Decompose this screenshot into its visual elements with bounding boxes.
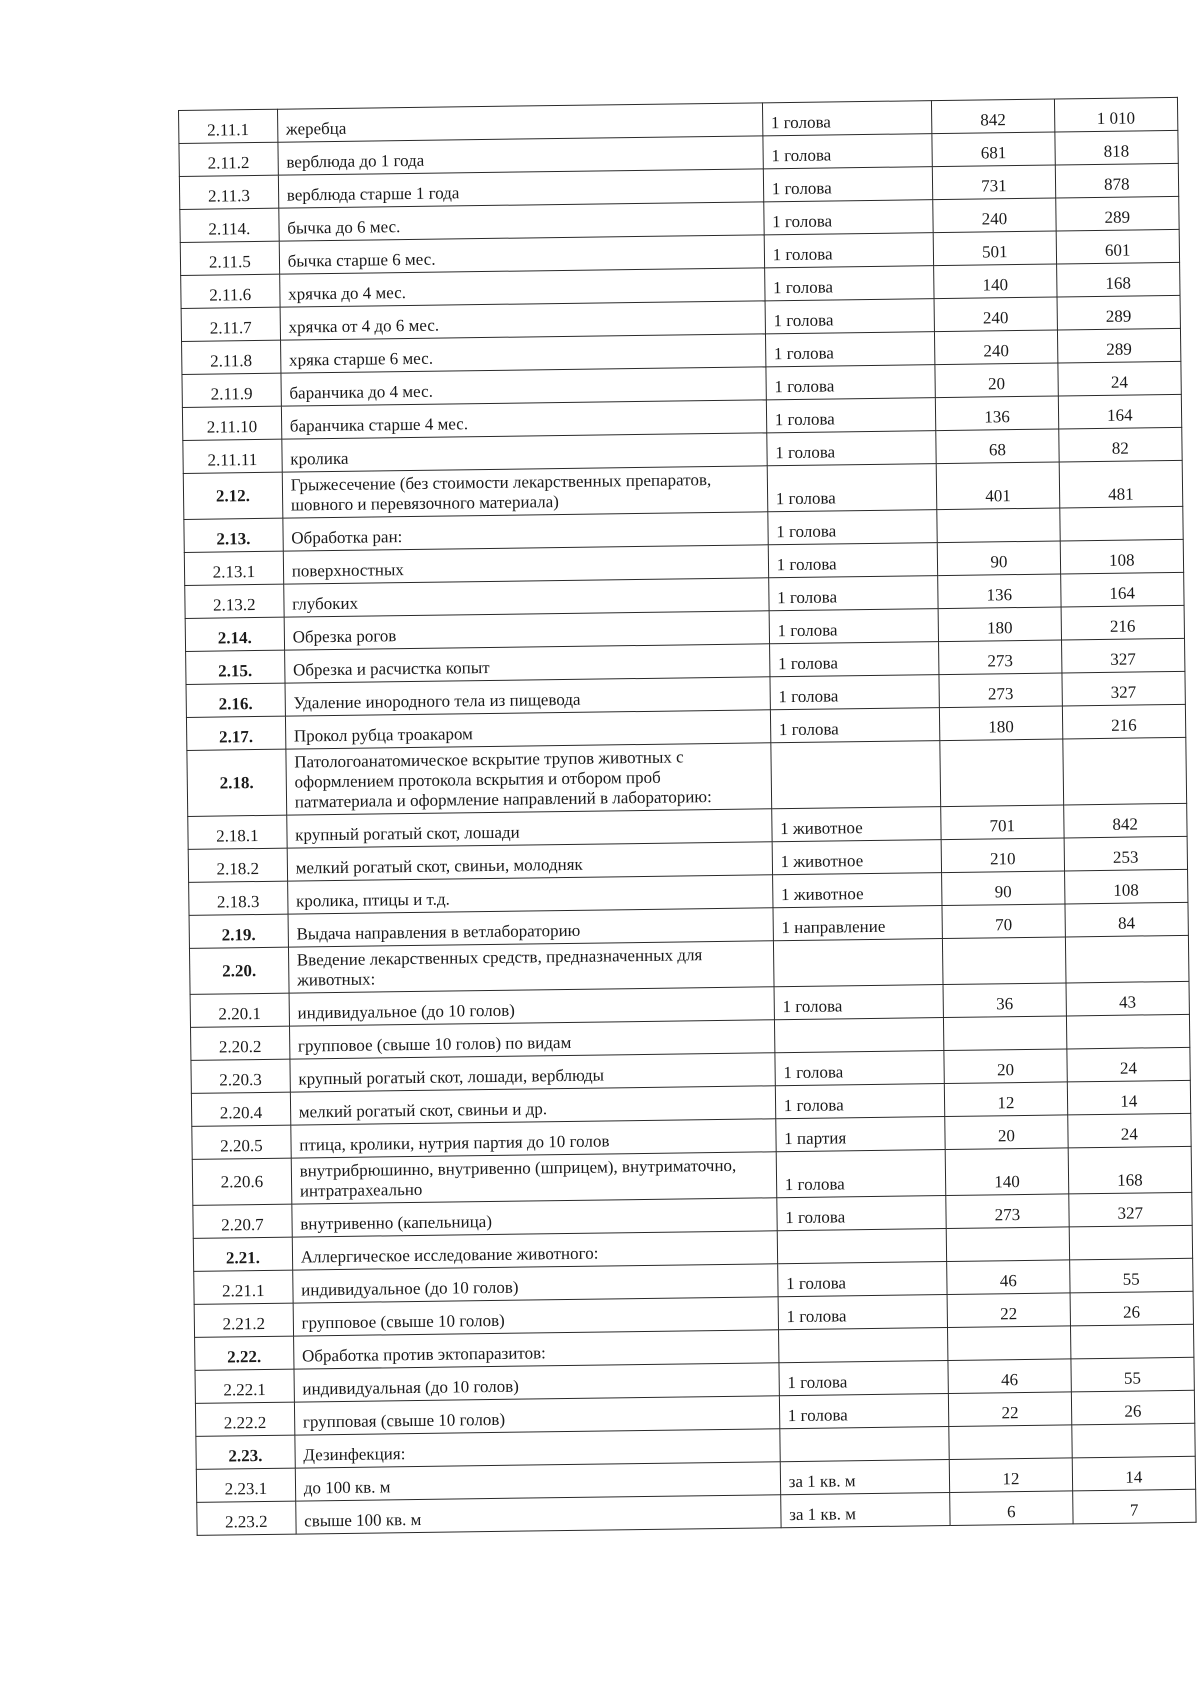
price-with-vat (1059, 506, 1183, 541)
price-without-vat: 90 (942, 871, 1065, 906)
service-name: птица, кролики, нутрия партия до 10 голов (291, 1119, 776, 1158)
item-number: 2.12. (183, 472, 282, 519)
service-name: поверхностных (283, 545, 768, 584)
unit-of-measure: 1 партия (775, 1117, 945, 1152)
price-with-vat: 481 (1059, 460, 1183, 508)
service-name: внутривенно (капельница) (292, 1198, 777, 1237)
price-without-vat (943, 937, 1066, 985)
service-name: крупный рогатый скот, лошади (286, 809, 771, 848)
price-with-vat: 14 (1067, 1080, 1191, 1115)
unit-of-measure: 1 голова (763, 134, 933, 169)
price-without-vat: 36 (943, 983, 1066, 1018)
service-name: Патологоанатомическое вскрытие трупов животных с оформлением протокола вскрытия и отбором проб патматериала и оформление направлений в лабораторию: (286, 743, 772, 815)
unit-of-measure: 1 голова (766, 398, 936, 433)
price-with-vat: 878 (1055, 163, 1179, 198)
price-with-vat: 14 (1072, 1456, 1196, 1491)
price-without-vat: 273 (939, 640, 1062, 675)
service-name: мелкий рогатый скот, свиньи и др. (290, 1086, 775, 1125)
price-with-vat: 55 (1069, 1258, 1193, 1293)
price-with-vat (1070, 1324, 1194, 1359)
unit-of-measure (771, 741, 941, 809)
unit-of-measure: 1 голова (779, 1394, 949, 1429)
price-with-vat: 168 (1068, 1146, 1192, 1194)
price-with-vat: 327 (1062, 671, 1186, 706)
item-number: 2.18. (187, 749, 287, 816)
service-name: бычка до 6 мес. (279, 202, 764, 241)
unit-of-measure (780, 1427, 950, 1462)
unit-of-measure: 1 голова (778, 1295, 948, 1330)
price-with-vat (1071, 1423, 1195, 1458)
price-with-vat: 26 (1070, 1291, 1194, 1326)
price-with-vat: 216 (1062, 704, 1186, 739)
item-number: 2.11.6 (181, 274, 280, 308)
price-with-vat: 24 (1066, 1047, 1190, 1082)
price-with-vat: 842 (1063, 803, 1187, 838)
service-name: баранчика старше 4 мес. (281, 400, 766, 439)
price-without-vat: 210 (941, 838, 1064, 873)
price-without-vat (940, 739, 1063, 807)
price-without-vat: 240 (934, 297, 1057, 332)
price-with-vat: 216 (1061, 605, 1185, 640)
item-number: 2.11.2 (179, 142, 278, 176)
unit-of-measure: 1 голова (777, 1196, 947, 1231)
service-name: верблюда старше 1 года (278, 169, 763, 208)
price-with-vat: 55 (1070, 1357, 1194, 1392)
price-with-vat: 168 (1056, 262, 1180, 297)
service-name: хряка старше 6 мес. (280, 334, 765, 373)
unit-of-measure: 1 голова (768, 510, 938, 545)
item-number: 2.20.1 (190, 993, 289, 1027)
item-number: 2.23.2 (197, 1501, 296, 1535)
service-name: бычка старше 6 мес. (279, 235, 764, 274)
unit-of-measure (774, 1018, 944, 1053)
price-without-vat: 22 (947, 1293, 1070, 1328)
price-with-vat: 289 (1057, 328, 1181, 363)
item-number: 2.13.1 (184, 551, 283, 585)
service-name: Выдача направления в ветлабораторию (288, 908, 773, 947)
item-number: 2.20.5 (192, 1125, 291, 1159)
price-without-vat: 22 (949, 1392, 1072, 1427)
price-without-vat: 12 (945, 1082, 1068, 1117)
price-with-vat: 84 (1065, 902, 1189, 937)
unit-of-measure: за 1 кв. м (780, 1460, 950, 1495)
item-number: 2.22. (195, 1336, 294, 1370)
unit-of-measure: 1 направление (773, 906, 943, 941)
price-with-vat: 43 (1066, 981, 1190, 1016)
item-number: 2.20.4 (191, 1092, 290, 1126)
unit-of-measure: 1 голова (775, 1051, 945, 1086)
price-with-vat: 327 (1068, 1192, 1192, 1227)
unit-of-measure: 1 голова (776, 1150, 946, 1198)
price-without-vat: 20 (945, 1115, 1068, 1150)
service-name: крупный рогатый скот, лошади, верблюды (290, 1053, 775, 1092)
unit-of-measure: 1 голова (762, 101, 932, 136)
price-without-vat (949, 1425, 1072, 1460)
item-number: 2.22.2 (195, 1402, 294, 1436)
unit-of-measure: 1 голова (764, 233, 934, 268)
price-without-vat: 70 (942, 904, 1065, 939)
item-number: 2.17. (186, 716, 285, 750)
unit-of-measure: 1 животное (772, 840, 942, 875)
item-number: 2.21. (193, 1237, 292, 1271)
item-number: 2.20. (189, 947, 288, 994)
price-without-vat: 701 (941, 805, 1064, 840)
service-name: хрячка от 4 до 6 мес. (280, 301, 765, 340)
price-with-vat: 108 (1064, 869, 1188, 904)
price-with-vat (1066, 1014, 1190, 1049)
item-number: 2.23. (196, 1435, 295, 1469)
price-without-vat: 140 (945, 1148, 1068, 1196)
price-with-vat: 818 (1054, 130, 1178, 165)
service-name: верблюда до 1 года (278, 136, 763, 175)
service-name: хрячка до 4 мес. (279, 268, 764, 307)
price-with-vat: 24 (1067, 1113, 1191, 1148)
service-name: Обрезка и расчистка копыт (284, 644, 769, 683)
service-name: глубоких (283, 578, 768, 617)
item-number: 2.11.5 (180, 241, 279, 275)
price-without-vat: 46 (947, 1260, 1070, 1295)
price-with-vat: 164 (1060, 572, 1184, 607)
item-number: 2.11.3 (179, 175, 278, 209)
service-name: Прокол рубца троакаром (285, 710, 770, 749)
unit-of-measure: 1 голова (765, 332, 935, 367)
service-name: Введение лекарственных средств, предназначенных для животных: (288, 941, 774, 993)
price-with-vat: 7 (1072, 1489, 1196, 1524)
price-with-vat: 289 (1057, 295, 1181, 330)
item-number: 2.11.9 (182, 373, 281, 407)
unit-of-measure: 1 голова (768, 543, 938, 578)
item-number: 2.21.1 (194, 1270, 293, 1304)
price-without-vat: 20 (944, 1049, 1067, 1084)
service-name: до 100 кв. м (295, 1462, 780, 1501)
price-without-vat: 136 (936, 396, 1059, 431)
price-with-vat: 289 (1055, 196, 1179, 231)
unit-of-measure: 1 голова (770, 708, 940, 743)
item-number: 2.11.11 (183, 439, 282, 473)
price-without-vat: 731 (933, 165, 1056, 200)
price-without-vat: 180 (938, 607, 1061, 642)
unit-of-measure: 1 голова (766, 431, 936, 466)
item-number: 2.18.1 (188, 815, 287, 849)
item-number: 2.11.8 (182, 340, 281, 374)
service-name: Грыжесечение (без стоимости лекарственных препаратов, шовного и перевязочного материала) (282, 466, 768, 518)
service-name: жеребца (277, 103, 762, 142)
unit-of-measure: 1 голова (767, 464, 937, 512)
price-without-vat: 90 (937, 541, 1060, 576)
unit-of-measure: 1 голова (768, 576, 938, 611)
unit-of-measure (773, 939, 943, 987)
document-page (178, 97, 1197, 1536)
price-with-vat: 164 (1058, 394, 1182, 429)
price-with-vat: 601 (1056, 229, 1180, 264)
service-name: групповая (свыше 10 голов) (294, 1396, 779, 1435)
price-table (178, 97, 1197, 1536)
unit-of-measure: 1 голова (766, 365, 936, 400)
item-number: 2.23.1 (196, 1468, 295, 1502)
price-without-vat: 68 (936, 429, 1059, 464)
service-name: Обрезка рогов (284, 611, 769, 650)
price-without-vat: 140 (934, 264, 1057, 299)
price-with-vat: 108 (1060, 539, 1184, 574)
item-number: 2.13.2 (185, 584, 284, 618)
item-number: 2.11.10 (182, 406, 281, 440)
item-number: 2.18.3 (189, 881, 288, 915)
service-name: Обработка ран: (283, 512, 768, 551)
item-number: 2.15. (186, 650, 285, 684)
unit-of-measure: 1 голова (763, 200, 933, 235)
price-with-vat: 327 (1061, 638, 1185, 673)
price-without-vat: 401 (936, 462, 1059, 510)
unit-of-measure (777, 1229, 947, 1264)
price-without-vat: 12 (949, 1458, 1072, 1493)
price-with-vat (1065, 935, 1189, 983)
price-without-vat: 180 (940, 706, 1063, 741)
item-number: 2.16. (186, 683, 285, 717)
service-name: внутрибрюшинно, внутривенно (шприцем), внутриматочно, интратрахеально (291, 1152, 777, 1204)
unit-of-measure: 1 голова (779, 1361, 949, 1396)
price-without-vat: 273 (939, 673, 1062, 708)
item-number: 2.20.7 (193, 1204, 292, 1238)
price-without-vat: 501 (933, 231, 1056, 266)
item-number: 2.114. (180, 208, 279, 242)
unit-of-measure: 1 голова (764, 266, 934, 301)
price-with-vat: 82 (1058, 427, 1182, 462)
unit-of-measure: 1 животное (772, 873, 942, 908)
price-without-vat: 842 (932, 99, 1055, 134)
price-with-vat: 26 (1071, 1390, 1195, 1425)
service-name: групповое (свыше 10 голов) по видам (289, 1020, 774, 1059)
service-name: индивидуальное (до 10 голов) (292, 1264, 777, 1303)
price-with-vat (1069, 1225, 1193, 1260)
price-without-vat (944, 1016, 1067, 1051)
service-name: свыше 100 кв. м (295, 1495, 780, 1534)
price-without-vat: 136 (938, 574, 1061, 609)
item-number: 2.18.2 (188, 848, 287, 882)
price-without-vat: 273 (946, 1194, 1069, 1229)
price-without-vat (937, 508, 1060, 543)
item-number: 2.20.3 (191, 1059, 290, 1093)
unit-of-measure: за 1 кв. м (780, 1493, 950, 1528)
service-name: кролика (282, 433, 767, 472)
unit-of-measure (778, 1328, 948, 1363)
unit-of-measure: 1 голова (765, 299, 935, 334)
price-with-vat: 1 010 (1054, 97, 1178, 132)
service-name: Дезинфекция: (295, 1429, 780, 1468)
service-name: мелкий рогатый скот, свиньи, молодняк (287, 842, 772, 881)
item-number: 2.11.7 (181, 307, 280, 341)
unit-of-measure: 1 голова (770, 675, 940, 710)
price-with-vat: 24 (1057, 361, 1181, 396)
unit-of-measure: 1 голова (774, 985, 944, 1020)
unit-of-measure: 1 голова (769, 609, 939, 644)
item-number: 2.22.1 (195, 1369, 294, 1403)
unit-of-measure: 1 голова (763, 167, 933, 202)
item-number: 2.20.6 (192, 1158, 291, 1205)
unit-of-measure: 1 голова (769, 642, 939, 677)
item-number: 2.11.1 (179, 109, 278, 143)
price-without-vat: 20 (935, 363, 1058, 398)
price-without-vat: 681 (932, 132, 1055, 167)
service-name: Аллергическое исследование животного: (292, 1231, 777, 1270)
item-number: 2.14. (185, 617, 284, 651)
service-name: групповое (свыше 10 голов) (293, 1297, 778, 1336)
unit-of-measure: 1 животное (771, 807, 941, 842)
price-without-vat: 46 (948, 1359, 1071, 1394)
price-table-body (179, 97, 1197, 1535)
item-number: 2.20.2 (191, 1026, 290, 1060)
unit-of-measure: 1 голова (775, 1084, 945, 1119)
price-with-vat: 253 (1064, 836, 1188, 871)
item-number: 2.21.2 (194, 1303, 293, 1337)
service-name: Удаление инородного тела из пищевода (285, 677, 770, 716)
price-without-vat (948, 1326, 1071, 1361)
service-name: индивидуальное (до 10 голов) (289, 987, 774, 1026)
price-without-vat: 6 (950, 1491, 1073, 1526)
price-with-vat (1062, 737, 1186, 805)
price-without-vat: 240 (935, 330, 1058, 365)
service-name: баранчика до 4 мес. (281, 367, 766, 406)
item-number: 2.13. (184, 518, 283, 552)
service-name: Обработка против эктопаразитов: (293, 1330, 778, 1369)
service-name: индивидуальная (до 10 голов) (294, 1363, 779, 1402)
unit-of-measure: 1 голова (777, 1262, 947, 1297)
item-number: 2.19. (189, 914, 288, 948)
price-without-vat: 240 (933, 198, 1056, 233)
price-without-vat (946, 1227, 1069, 1262)
service-name: кролика, птицы и т.д. (287, 875, 772, 914)
